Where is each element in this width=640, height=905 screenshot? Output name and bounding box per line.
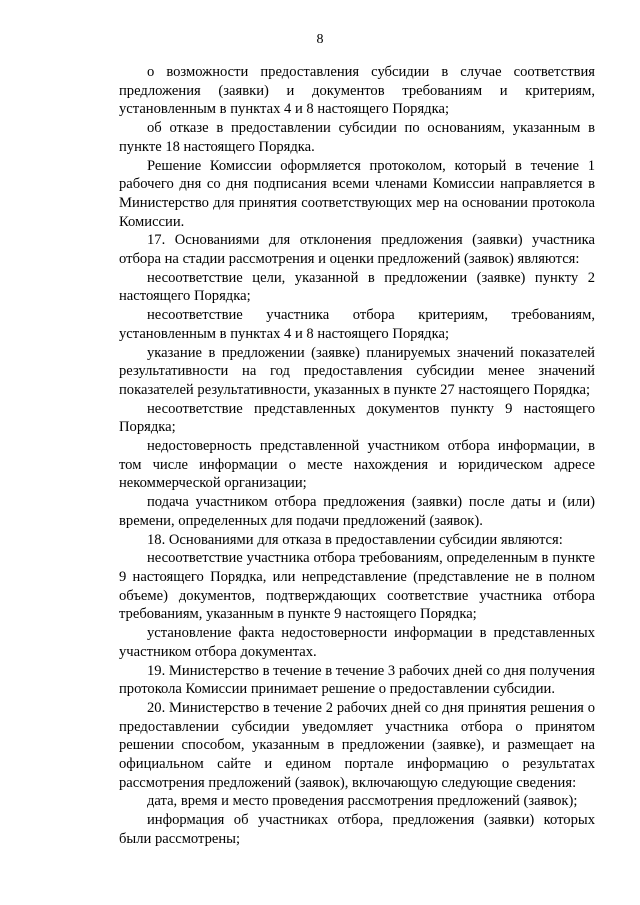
- paragraph: недостоверность представленной участником отбора информации, в том числе информации о месте нахождения и юридическом адресе некоммерческой организации;: [119, 438, 595, 492]
- paragraph: 20. Министерство в течение 2 рабочих дней со дня принятия решения о предоставлении субсидии уведомляет участника отбора о принятом решении способом, указанным в предложении (заявке), и размещает на официальном сайте и едином портале информацию о результатах рассмотрения предложений (заявок), включающую следующие сведения:: [119, 699, 595, 791]
- paragraph: 17. Основаниями для отклонения предложения (заявки) участника отбора на стадии рассмотрения и оценки предложений (заявок) являются:: [119, 232, 595, 268]
- paragraph: несоответствие цели, указанной в предложении (заявке) пункту 2 настоящего Порядка;: [119, 269, 595, 305]
- page-number: 8: [316, 32, 324, 47]
- paragraph: 18. Основаниями для отказа в предоставлении субсидии являются:: [147, 531, 563, 548]
- paragraph: несоответствие участника отбора требованиям, определенным в пункте 9 настоящего Порядка, или непредставление (представление не в полном объеме) документов, подтверждающих соответствие участника отбора требованиям, указанным в пункте 9 настоящего Порядка;: [119, 550, 595, 623]
- paragraph: несоответствие участника отбора критериям, требованиям, установленным в пунктах 4 и 8 настоящего Порядка;: [119, 307, 595, 342]
- paragraph: несоответствие представленных документов пункту 9 настоящего Порядка;: [119, 400, 595, 436]
- paragraph: об отказе в предоставлении субсидии по основаниям, указанным в пункте 18 настоящего Порядка.: [119, 120, 595, 155]
- paragraph: 19. Министерство в течение в течение 3 рабочих дней со дня получения протокола Комиссии принимает решение о предоставлении субсидии.: [119, 662, 595, 698]
- paragraph: о возможности предоставления субсидии в случае соответствия предложения (заявки) и документов требованиям и критериям, установленным в пунктах 4 и 8 настоящего Порядка;: [119, 64, 595, 118]
- document-body: [119, 63, 595, 849]
- paragraph: дата, время и место проведения рассмотрения предложений (заявок);: [147, 793, 578, 810]
- paragraph: Решение Комиссии оформляется протоколом, который в течение 1 рабочего дня со дня подписания всеми членами Комиссии направляется в Министерство для принятия соответствующих мер на основании протокола Комиссии.: [119, 157, 595, 230]
- paragraph: установление факта недостоверности информации в представленных участником отбора документах.: [119, 625, 595, 660]
- paragraph: указание в предложении (заявке) планируемых значений показателей результативности на год предоставления субсидии менее значений показателей результативности, указанных в пункте 27 настоящего Порядка;: [119, 344, 595, 398]
- paragraph: информация об участниках отбора, предложения (заявки) которых были рассмотрены;: [119, 812, 595, 847]
- paragraph: подача участником отбора предложения (заявки) после даты и (или) времени, определенных для подачи предложений (заявок).: [119, 494, 595, 529]
